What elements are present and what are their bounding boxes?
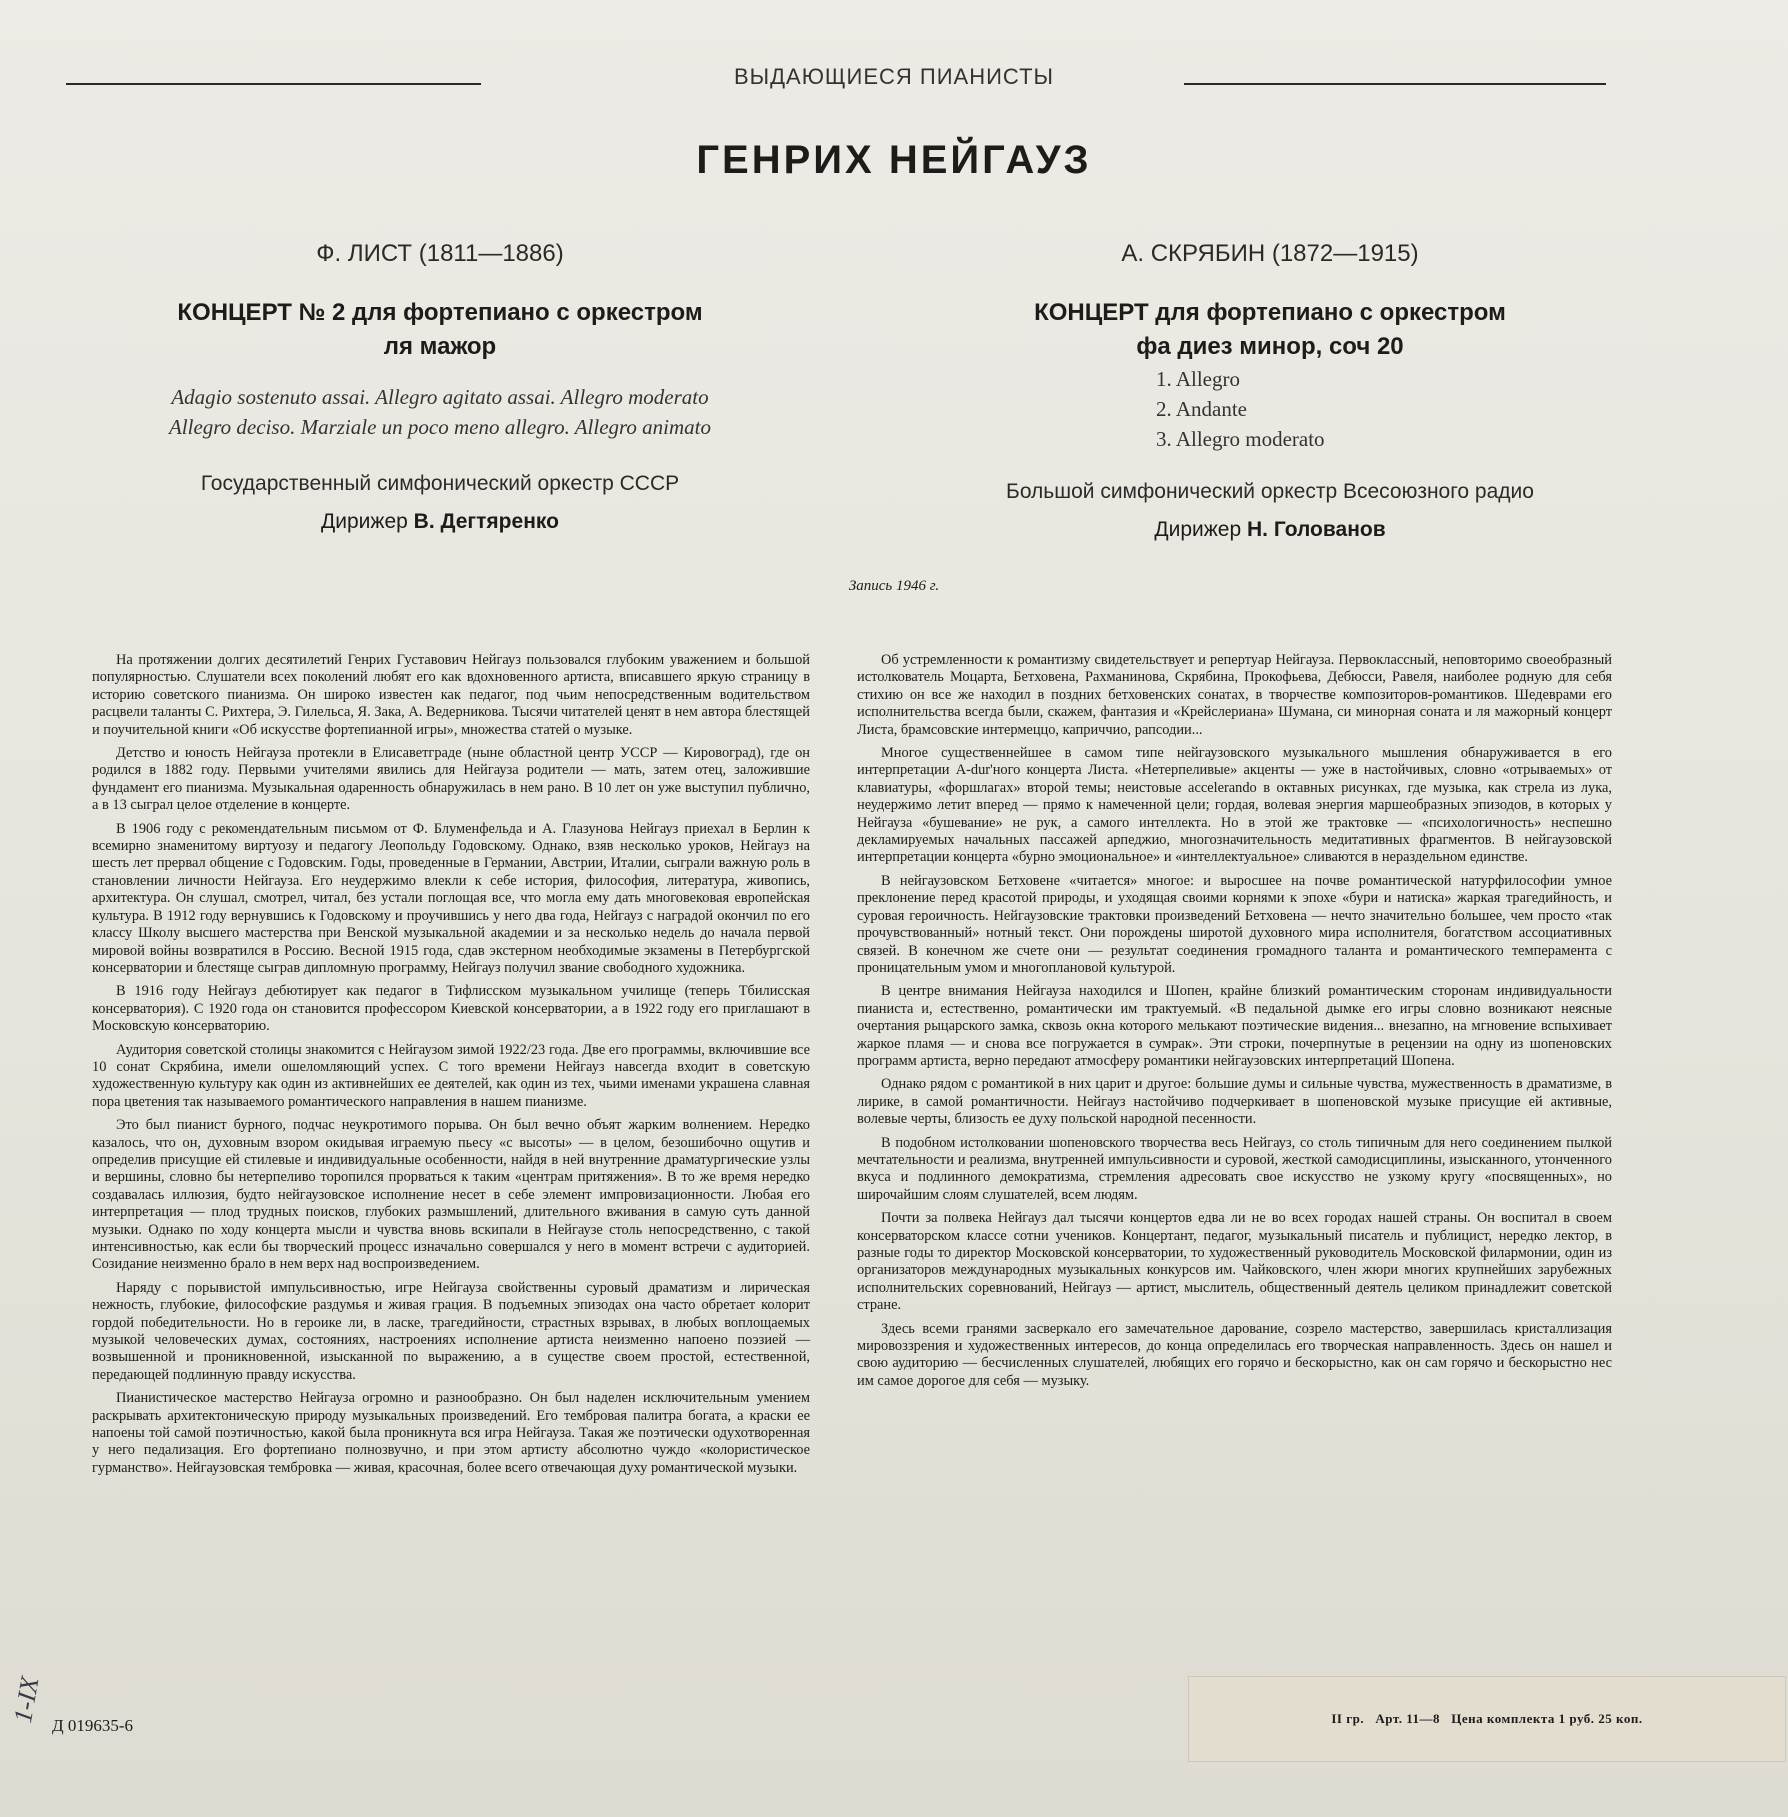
paragraph: Аудитория советской столицы знакомится с Нейгаузом зимой 1922/23 года. Две его программы, включившие все 10 сонат Скрябина, имели ошеломляющий успех. С того времени Нейгауз навсегда входит в советскую художественную культуру как один из активнейших ее деятелей, как один из тех, чьими именами украшена славная пора цветения так называемого романтического направления в нашем пианизме.	[92, 1041, 810, 1110]
left-conductor	[80, 510, 800, 534]
article-right-column	[857, 652, 1612, 1396]
paragraph: Наряду с порывистой импульсивностью, игре Нейгауза свойственны суровый драматизм и лирическая нежность, глубокие, философские раздумья и живая грация. В подъемных эпизодах она часто обретает колорит гордой победительности. Но в героике ли, в ласке, трагедийности, страстных взрывах, в любых воплощаемых музыкой человеческих думах, состояниях, настроениях исполнение артиста неизменно напоено поэзией — возвышенной и проникновенной, изысканной по выражению, а в существе своем простой, естественной, передающей подлинную правду искусства.	[92, 1279, 810, 1383]
paragraph: В подобном истолковании шопеновского творчества весь Нейгауз, со столь типичным для него соединением пылкой мечтательности и реализма, внутренней импульсивности и суровой, жесткой самодисциплины, изысканного, утонченного вкуса и подлинного демократизма, стремления адресовать свое искусство не узкому кругу «посвященных», но широчайшим слоям слушателей, всем людям.	[857, 1134, 1612, 1203]
paragraph: На протяжении долгих десятилетий Генрих Густавович Нейгауз пользовался глубоким уважением и большой популярностью. Слушатели всех поколений любят его как вдохновенного артиста, вписавшего яркую страницу в историю советского пианизма. Он широко известен как педагог, под чьим непосредственным водительством расцвели таланты С. Рихтера, Э. Гилельса, Я. Зака, А. Ведерникова. Тысячи читателей ценят в нем автора блестящей и поучительной книги «Об искусстве фортепианной игры», множества статей о музыке.	[92, 652, 810, 738]
paragraph: Почти за полвека Нейгауз дал тысячи концертов едва ли не во всех городах нашей страны. Он воспитал в своем консерваторском классе сотни учеников. Концертант, педагог, музыкальный писатель и публицист, нередко лектор, в разные годы то директор Московской консерватории, то художественный руководитель Московской филармонии, один из организаторов международных музыкальных конкурсов им. Чайковского, член жюри многих крупнейших зарубежных исполнительских соревнований, Нейгауз — артист, мыслитель, общественный деятель целиком принадлежит советской стране.	[857, 1210, 1612, 1314]
paragraph: Многое существеннейшее в самом типе нейгаузовского музыкального мышления обнаруживается в его интерпретации A-dur'ного концерта Листа. «Нетерпеливые» акценты — уже в настойчивых, словно «отрываемых» от клавиатуры, «форшлагах» второй темы; неистовые accelerando в октавных рисунках, где музыка, как стрела из лука, неудержимо летит вперед — прямо к намеченной цели; гордая, волевая энергия маршеобразных эпизодов, в которых у Нейгауза «бушевание» не рук, а самого интеллекта. Но в этой же трактовке — «психологичность» неспешно декламируемых начальных пассажей арпеджио, многозначительность медитативных фрагментов. В нейгаузовской интерпретации концерта «бурно эмоциональное» и «интеллектуальное» сливаются в нераздельном единстве.	[857, 745, 1612, 866]
recording-note: Запись 1946 г.	[848, 578, 940, 594]
right-work-key: фа диез минор, соч 20	[1136, 333, 1404, 360]
paragraph: В 1916 году Нейгауз дебютирует как педагог в Тифлисском музыкальном училище (теперь Тбилисская консерватория). С 1920 года он становится профессором Киевской консерватории, а в 1922 году его приглашают в Московскую консерваторию.	[92, 983, 810, 1035]
article-left-column	[92, 652, 810, 1483]
paragraph: В 1906 году с рекомендательным письмом от Ф. Блуменфельда и А. Глазунова Нейгауз приехал в Берлин к всемирно знаменитому виртуозу и педагогу Леопольду Годовскому. Однако, взяв несколько уроков, Нейгауз на шесть лет прервал общение с Годовским. Годы, проведенные в Германии, Австрии, Италии, сыграли важную роль в становлении личности Нейгауза. Его неудержимо влекли к себе история, философия, литература, живопись, архитектура. Он слушал, смотрел, читал, без устали поглощая все, что могла ему дать многовековая европейская культура. В 1912 году вернувшись к Годовскому и проучившись у него два года, Нейгауз с наградой окончил по его классу Школу высшего мастерства при Венской музыкальной академии и за несколько недель до начала первой мировой войны возвратился в Россию. Весной 1915 года, сдав экстерном необходимые экзамены в Петербургской консерватории и блестяще сыграв дипломную программу, Нейгауз получил звание свободного художника.	[92, 820, 810, 976]
left-orchestra: Государственный симфонический оркестр СССР	[200, 472, 680, 495]
left-movements-line1: Adagio sostenuto assai. Allegro agitato assai. Allegro moderato	[171, 385, 709, 409]
right-movements	[1156, 364, 1660, 454]
paragraph: В нейгаузовском Бетховене «читается» многое: и выросшее на почве романтической натурфилософии умное преклонение перед красотой природы, и уходящая своими корнями к эпохе «бури и натиска» жаркая трагедийность, и суровая героичность. Нейгаузовские трактовки произведений Бетховена — нечто значительно большее, чем просто «так прочувствованный» нотный текст. Они порождены широтой духовного мира исполнителя, богатством ассоциативных связей. В конечном же счете они — результат соединения громадного таланта и романтического темперамента с проницательным умом и многоплановой культурой.	[857, 872, 1612, 976]
left-work-key: ля мажор	[383, 333, 497, 360]
left-work	[80, 240, 800, 534]
handwritten-mark: 1-IX	[8, 1674, 45, 1726]
left-movements-line2: Allegro deciso. Marziale un poco meno allegro. Allegro animato	[168, 415, 712, 439]
paragraph: Об устремленности к романтизму свидетельствует и репертуар Нейгауза. Первоклассный, неповторимо своеобразный истолкователь Моцарта, Бетховена, Рахманинова, Скрябина, Прокофьева, Дебюсси, Равеля, наиболее родную для себя стихию он все же находил в поздних бетховенских сонатах, в творчестве композиторов-романтиков. Шедеврами его исполнительства всегда были, скажем, фантазия и «Крейслериана» Шумана, си минорная соната и ля мажорный концерт Листа, брамсовские интермеццо, каприччио, рапсодии...	[857, 652, 1612, 738]
price-sticker	[1188, 1676, 1786, 1762]
right-conductor	[880, 518, 1660, 542]
paragraph: Детство и юность Нейгауза протекли в Елисаветграде (ныне областной центр УССР — Кировоград), где он родился в 1882 году. Первыми учителями явились для Нейгауза родители — мать, затем отец, заложившие фундамент его пианизма. Музыкальная одаренность обнаружилась в нем рано. В 10 лет он уже выступил публично, а в 13 сыграл целое отделение в концерте.	[92, 745, 810, 814]
series-title: ВЫДАЮЩИЕСЯ ПИАНИСТЫ	[733, 64, 1055, 89]
left-composer: Ф. ЛИСТ (1811—1886)	[316, 240, 564, 267]
paragraph: Однако рядом с романтикой в них царит и другое: большие думы и сильные чувства, мужественность в драматизме, в лирике, в самой романтичности. Нейгауз настойчиво подчеркивает в шопеновской музыке присущие ей активные, волевые черты, близость ее духу польской народной песенности.	[857, 1076, 1612, 1128]
paragraph: Пианистическое мастерство Нейгауза огромно и разнообразно. Он был наделен исключительным умением раскрывать архитектоническую природу музыкальных произведений. Его тембровая палитра богата, а краски ее напоены той самой поэтичностью, какой была проникнута вся игра Нейгауза. Такая же поэтически одухотворенная у него педализация. Его фортепиано полнозвучно, и при этом артисту абсолютно чуждо «колористическое гурманство». Нейгаузовская тембровка — живая, красочная, более всего отвечающая духу романтической музыки.	[92, 1390, 810, 1476]
left-conductor-name: В. Дегтяренко	[413, 510, 559, 533]
paragraph: В центре внимания Нейгауза находился и Шопен, крайне близкий романтическим сторонам индивидуальности пианиста и, естественно, романтически им трактуемый. «В педальной дымке его игры словно возникают неясные очертания рыцарского замка, сквозь окна которого мелькают поэтические видения... внезапно, на мгновение вспыхивает жаркое пламя — и снова все погружается в сумрак». Эти строки, почерпнутые в рецензии на одну из шопеновских программ артиста, верно передают атмосферу романтики нейгаузовских интерпретаций Шопена.	[857, 983, 1612, 1069]
right-conductor-name: Н. Голованов	[1247, 518, 1386, 541]
right-work-title: КОНЦЕРТ для фортепиано с оркестром	[1034, 299, 1506, 326]
price-label: II гр. Арт. 11—8 Цена комплекта 1 руб. 25 коп.	[1331, 1711, 1643, 1726]
paragraph: Это был пианист бурного, подчас неукротимого порыва. Он был вечно объят жарким волнением. Нередко казалось, что он, духовным взором окидывая играемую пьесу «с высоты» — в целом, безошибочно ощутив и определив присущие ей стилевые и индивидуальные особенности, найдя в ней внутренние драматургические узлы и вершины, словно бы нетерпеливо торопился прорваться к таким «центрам притяжения». В то же время нередко создавалась иллюзия, будто нейгаузовское исполнение несет в себе элемент импровизационности. Любая его интерпретация — плод трудных поисков, глубоких размышлений, длительного вживания в самую суть данной музыки. Однако по ходу концерта мысли и чувства вновь вскипали в Нейгаузе столь непосредственно, с такой интенсивностью, как если бы творческий процесс изначально совершался у него в момент встречи с аудиторией. Созидание неизменно брало в нем верх над воспроизведением.	[92, 1117, 810, 1273]
left-conductor-label: Дирижер	[321, 510, 408, 533]
right-conductor-label: Дирижер	[1154, 518, 1242, 541]
page-title: ГЕНРИХ НЕЙГАУЗ	[696, 138, 1092, 182]
movement-item: 3. Allegro moderato	[1156, 427, 1325, 451]
right-composer: А. СКРЯБИН (1872—1915)	[1121, 240, 1419, 267]
right-work	[880, 240, 1660, 542]
movement-item: 1. Allegro	[1156, 367, 1240, 391]
right-orchestra: Большой симфонический оркестр Всесоюзного радио	[1006, 480, 1534, 503]
catalog-number: Д 019635-6	[52, 1716, 134, 1735]
paragraph: Здесь всеми гранями засверкало его замечательное дарование, созрело мастерство, завершилась кристаллизация мировоззрения и художественных интересов, до конца определилась его творческая направленность. Здесь он нашел и свою аудиторию — бесчисленных слушателей, любящих его горячо и бескорыстно, как он сам горячо и бескорыстно нес им самое дорогое для себя — музыку.	[857, 1320, 1612, 1389]
movement-item: 2. Andante	[1156, 397, 1247, 421]
left-work-title: КОНЦЕРТ № 2 для фортепиано с оркестром	[177, 299, 703, 326]
